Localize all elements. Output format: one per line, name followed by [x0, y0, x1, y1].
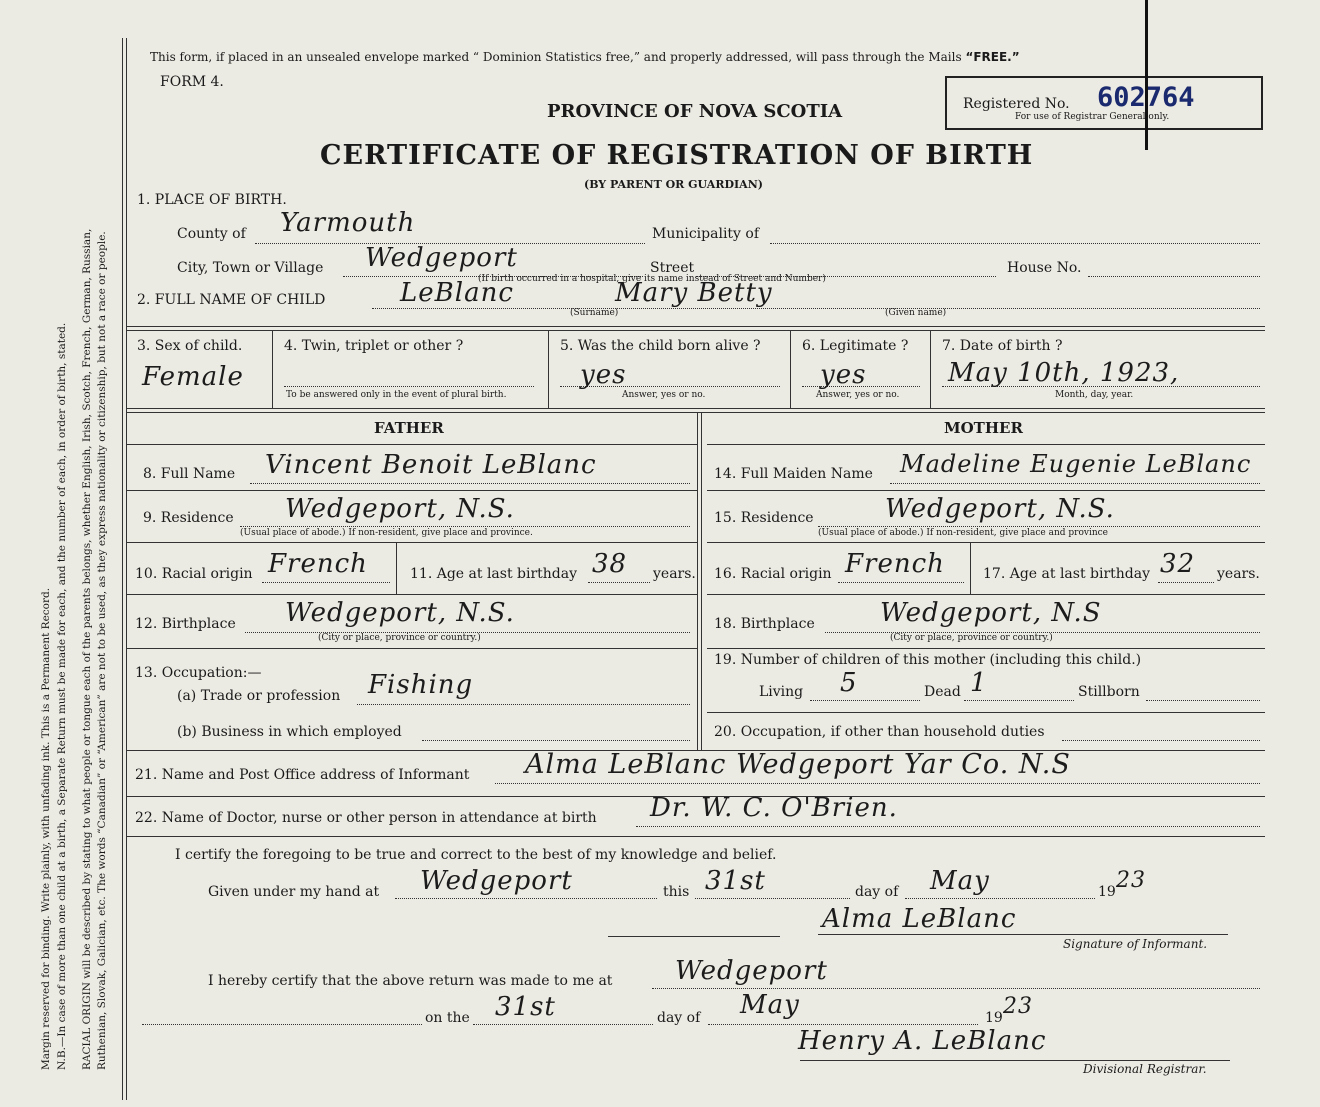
- registrar-year-suffix: 23: [1003, 994, 1033, 1019]
- child-surname-value: LeBlanc: [400, 278, 514, 308]
- mother-age-label: 17. Age at last birthday: [983, 566, 1151, 582]
- registrar-caption: Divisional Registrar.: [1083, 1062, 1207, 1076]
- mother-birthplace-note: (City or place, province or country.): [890, 633, 1053, 643]
- margin-line-1: Margin reserved for binding. Write plainly, with unfading ink. This is a Permanent Record.: [40, 587, 52, 1070]
- registrar-day-line: [473, 1024, 653, 1025]
- rule: [127, 412, 1265, 413]
- mother-heading: MOTHER: [944, 419, 1023, 437]
- informant-line: [495, 783, 1260, 784]
- hospital-note: (If birth occurred in a hospital, give its name instead of Street and Number): [478, 274, 826, 284]
- registered-label: Registered No.: [963, 96, 1070, 112]
- page-title: CERTIFICATE OF REGISTRATION OF BIRTH: [320, 140, 1034, 171]
- registered-box: [945, 76, 1263, 130]
- father-birthplace-note: (City or place, province or country.): [318, 633, 481, 643]
- informant-value: Alma LeBlanc Wedgeport Yar Co. N.S: [525, 749, 1071, 780]
- year-prefix: 19: [1098, 884, 1116, 900]
- street-label: Street: [650, 260, 695, 276]
- mother-racial-line: [838, 582, 964, 583]
- month-value: May: [930, 866, 990, 896]
- father-residence-value: Wedgeport, N.S.: [285, 494, 515, 524]
- mother-racial-label: 16. Racial origin: [714, 566, 832, 582]
- cell-divider: [272, 330, 273, 408]
- rule: [707, 712, 1265, 713]
- rule: [127, 330, 1265, 331]
- dead-line: [964, 700, 1074, 701]
- twin-line: [284, 386, 534, 387]
- mother-birthplace-label: 18. Birthplace: [714, 616, 815, 632]
- month-line: [905, 898, 1095, 899]
- registrar-signature: Henry A. LeBlanc: [798, 1026, 1047, 1056]
- mother-residence-value: Wedgeport, N.S.: [885, 494, 1115, 524]
- mail-notice: [150, 50, 1020, 64]
- stillborn-label: Stillborn: [1078, 684, 1140, 700]
- registrar-month-value: May: [740, 990, 800, 1020]
- rule: [127, 408, 1265, 409]
- father-birthplace-label: 12. Birthplace: [135, 616, 236, 632]
- parents-divider: [701, 412, 702, 750]
- rule: [707, 594, 1265, 595]
- margin-line-2: N.B.—In case of more than one child at a birth, a Separate Return must be made for each, and the number of each, in order of birth, stated.: [56, 322, 68, 1070]
- father-residence-line: [240, 526, 690, 527]
- this-day-value: 31st: [705, 866, 766, 896]
- stillborn-line: [1146, 700, 1260, 701]
- mother-name-line: [890, 483, 1260, 484]
- father-trade-value: Fishing: [368, 670, 474, 700]
- cell-divider: [548, 330, 549, 408]
- year-suffix: 23: [1116, 868, 1146, 893]
- twin-note: To be answered only in the event of plural birth.: [286, 390, 507, 400]
- doctor-value: Dr. W. C. O'Brien.: [650, 793, 898, 823]
- sex-label: 3. Sex of child.: [137, 338, 243, 354]
- child-name-label: 2. FULL NAME OF CHILD: [137, 292, 326, 308]
- father-trade-label: (a) Trade or profession: [177, 688, 341, 704]
- mother-residence-line: [818, 526, 1260, 527]
- child-given-value: Mary Betty: [615, 278, 773, 308]
- binding-margin-line: [122, 38, 123, 1100]
- registrar-lead-line: [142, 1024, 422, 1025]
- father-name-label: 8. Full Name: [143, 466, 236, 482]
- rule: [707, 648, 1265, 649]
- father-racial-value: French: [268, 549, 368, 579]
- margin-line-3: RACIAL ORIGIN will be described by stating to what people or tongue each of the parents belongs, whether English, Irish, Scotch, French, German, Russian,: [81, 228, 93, 1070]
- place-of-birth-label: 1. PLACE OF BIRTH.: [137, 192, 287, 208]
- living-value: 5: [840, 668, 858, 698]
- this-day-line: [695, 898, 850, 899]
- rule: [707, 542, 1265, 543]
- dead-value: 1: [970, 668, 988, 698]
- rule: [127, 836, 1265, 837]
- rule: [127, 490, 697, 491]
- alive-note: Answer, yes or no.: [622, 390, 706, 400]
- surname-note: (Surname): [570, 308, 619, 318]
- father-residence-note: (Usual place of abode.) If non-resident, give place and province.: [240, 528, 533, 538]
- given-note: (Given name): [885, 308, 947, 318]
- county-value: Yarmouth: [280, 208, 416, 238]
- mother-occupation-label: 20. Occupation, if other than household duties: [714, 724, 1045, 740]
- registrar-year-prefix: 19: [985, 1010, 1003, 1026]
- given-place-line: [395, 898, 657, 899]
- mother-residence-label: 15. Residence: [714, 510, 814, 526]
- child-name-line: [372, 308, 1260, 309]
- dob-value: May 10th, 1923,: [948, 358, 1180, 388]
- mother-occupation-line: [1062, 740, 1260, 741]
- day-of-label: day of: [855, 884, 899, 900]
- informant-label: 21. Name and Post Office address of Informant: [135, 767, 470, 783]
- registrar-day-value: 31st: [495, 992, 556, 1022]
- mother-age-line: [1158, 582, 1214, 583]
- municipality-line: [770, 243, 1260, 244]
- county-label: County of: [177, 226, 246, 242]
- form-number: FORM 4.: [160, 74, 224, 90]
- city-label: City, Town or Village: [177, 260, 324, 276]
- father-age-unit: years.: [653, 566, 696, 582]
- mother-residence-note: (Usual place of abode.) If non-resident, give place and province: [818, 528, 1109, 538]
- registrar-day-of-label: day of: [657, 1010, 701, 1026]
- registered-number: 602764: [1097, 82, 1195, 113]
- dead-label: Dead: [924, 684, 961, 700]
- pen-stroke: [1145, 0, 1148, 150]
- cell-divider: [970, 542, 971, 594]
- father-age-label: 11. Age at last birthday: [410, 566, 578, 582]
- father-name-line: [250, 483, 690, 484]
- signature-line: [818, 934, 1228, 935]
- municipality-label: Municipality of: [652, 226, 760, 242]
- mother-racial-value: French: [845, 549, 945, 579]
- rule: [127, 326, 1265, 327]
- living-label: Living: [759, 684, 804, 700]
- cell-divider: [930, 330, 931, 408]
- father-residence-label: 9. Residence: [143, 510, 234, 526]
- rule: [608, 936, 780, 937]
- cell-divider: [396, 542, 397, 594]
- city-value: Wedgeport: [365, 243, 518, 273]
- this-label: this: [663, 884, 690, 900]
- doctor-line: [636, 826, 1260, 827]
- parents-divider: [697, 412, 698, 750]
- father-birthplace-value: Wedgeport, N.S.: [285, 598, 515, 628]
- father-trade-line: [357, 704, 690, 705]
- given-label: Given under my hand at: [208, 884, 380, 900]
- registrar-signature-line: [800, 1060, 1230, 1061]
- registrar-place-value: Wedgeport: [675, 956, 828, 986]
- rule: [127, 444, 697, 445]
- alive-label: 5. Was the child born alive ?: [560, 338, 761, 354]
- mother-age-value: 32: [1160, 549, 1196, 579]
- mail-free: “FREE.”: [965, 50, 1020, 64]
- father-business-label: (b) Business in which employed: [177, 724, 402, 740]
- legit-value: yes: [820, 360, 867, 390]
- rule: [127, 594, 697, 595]
- cell-divider: [790, 330, 791, 408]
- legit-note: Answer, yes or no.: [816, 390, 900, 400]
- binding-margin-line-inner: [126, 38, 127, 1100]
- certify-statement: I certify the foregoing to be true and correct to the best of my knowledge and belief.: [175, 847, 777, 863]
- legit-label: 6. Legitimate ?: [802, 338, 909, 354]
- father-heading: FATHER: [374, 419, 444, 437]
- mother-birthplace-value: Wedgeport, N.S: [880, 598, 1102, 628]
- house-label: House No.: [1007, 260, 1082, 276]
- registrar-month-line: [708, 1024, 978, 1025]
- living-line: [810, 700, 920, 701]
- informant-caption: Signature of Informant.: [1063, 937, 1208, 951]
- father-age-value: 38: [592, 549, 628, 579]
- mother-age-unit: years.: [1217, 566, 1260, 582]
- sex-value: Female: [142, 362, 244, 392]
- mother-children-label: 19. Number of children of this mother (including this child.): [714, 652, 1142, 668]
- father-name-value: Vincent Benoit LeBlanc: [265, 450, 597, 480]
- doctor-label: 22. Name of Doctor, nurse or other person in attendance at birth: [135, 810, 597, 826]
- registrar-statement: I hereby certify that the above return was made to me at: [208, 973, 613, 989]
- on-the-label: on the: [425, 1010, 470, 1026]
- registered-note: For use of Registrar General only.: [1015, 112, 1170, 122]
- father-racial-line: [262, 582, 390, 583]
- informant-signature: Alma LeBlanc: [822, 904, 1017, 934]
- father-occupation-label: 13. Occupation:—: [135, 665, 262, 681]
- registrar-place-line: [652, 988, 1260, 989]
- mother-name-label: 14. Full Maiden Name: [714, 466, 873, 482]
- rule: [707, 444, 1265, 445]
- alive-value: yes: [580, 360, 627, 390]
- mail-notice-text: This form, if placed in an unsealed envelope marked “ Dominion Statistics free,” and properly addressed, will pass through the Mails: [150, 50, 962, 64]
- rule: [707, 490, 1265, 491]
- father-age-line: [588, 582, 650, 583]
- dob-note: Month, day, year.: [1055, 390, 1134, 400]
- father-business-line: [422, 740, 690, 741]
- province: PROVINCE OF NOVA SCOTIA: [547, 101, 843, 122]
- rule: [127, 542, 697, 543]
- subtitle: (BY PARENT OR GUARDIAN): [584, 178, 763, 191]
- twin-label: 4. Twin, triplet or other ?: [284, 338, 464, 354]
- given-place-value: Wedgeport: [420, 866, 573, 896]
- house-line: [1088, 276, 1260, 277]
- rule: [127, 648, 697, 649]
- dob-label: 7. Date of birth ?: [942, 338, 1063, 354]
- father-racial-label: 10. Racial origin: [135, 566, 253, 582]
- mother-name-value: Madeline Eugenie LeBlanc: [900, 450, 1252, 478]
- margin-line-4: Ruthenian, Slovak, Galician, etc. The words “Canadian” or “American” are not to be used, as they express nationality or citizenship, but not a race or people.: [96, 231, 108, 1070]
